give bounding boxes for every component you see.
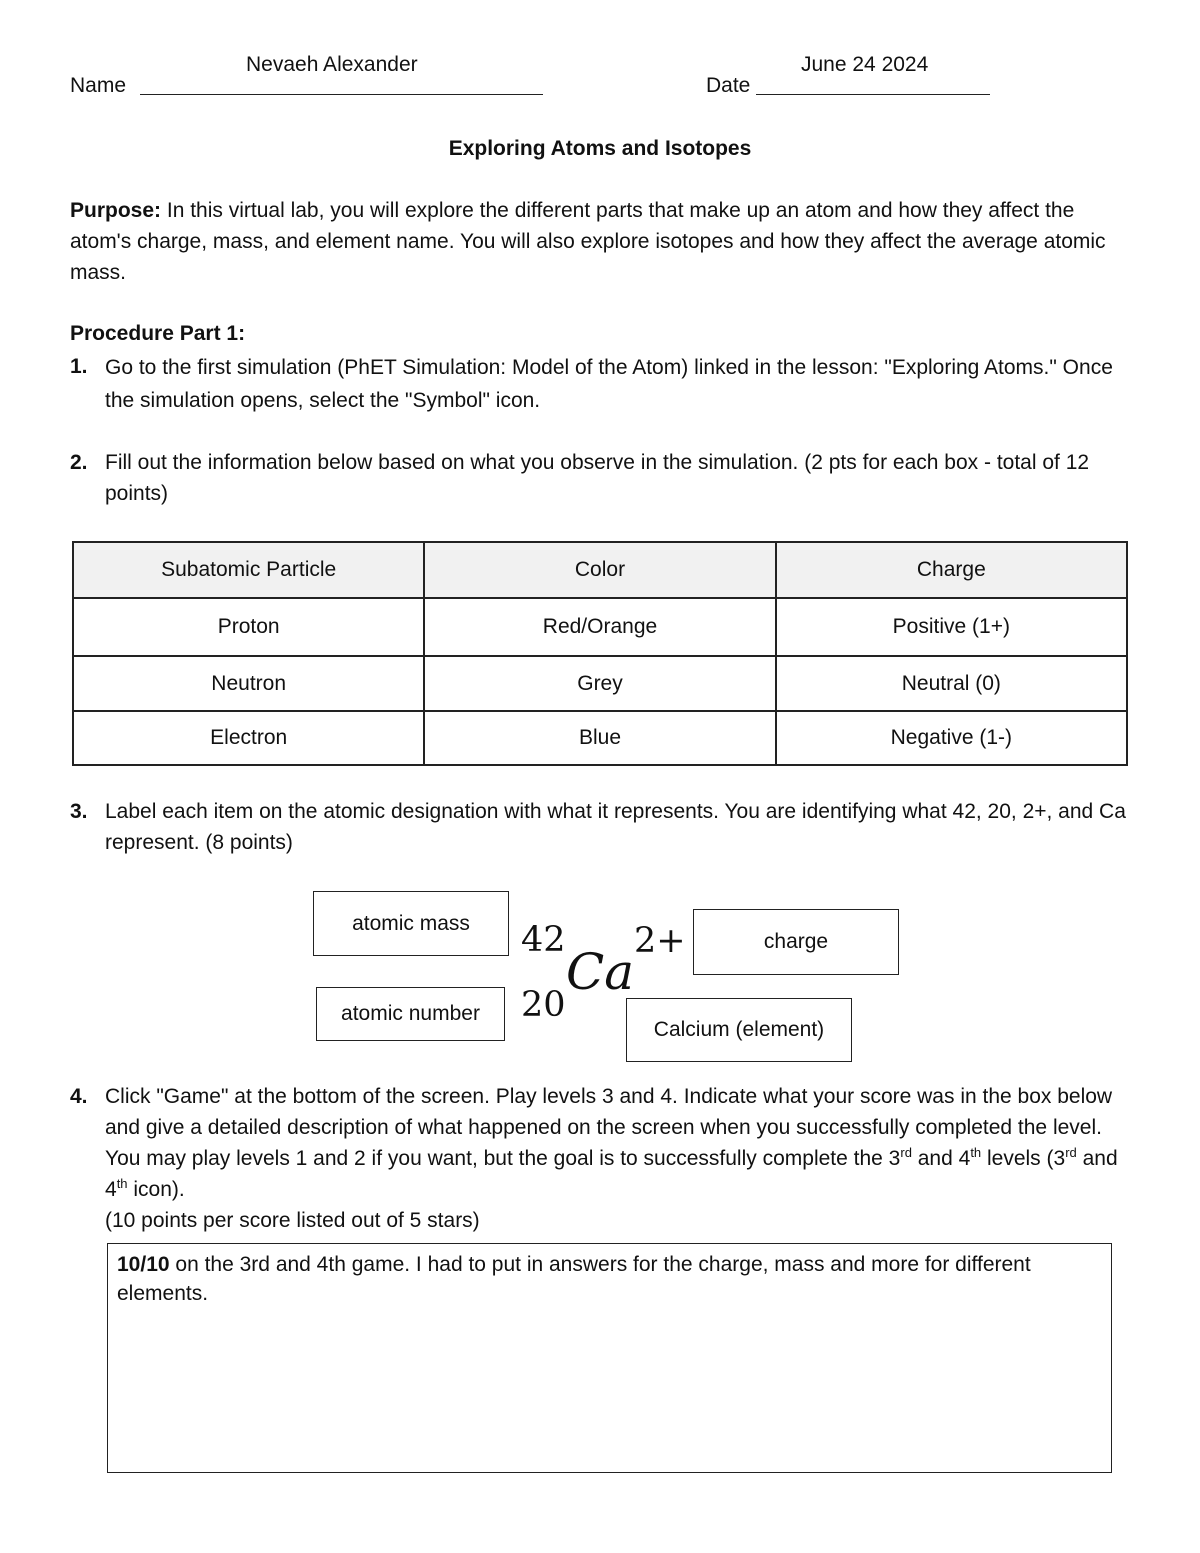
row-proton-particle: Proton bbox=[73, 598, 424, 656]
purpose-text: In this virtual lab, you will explore the different parts that make up an atom and how they affect the atom's charge, mass, and element name. You will also explore isotopes and how they affect the average atomic mass. bbox=[70, 199, 1106, 284]
step-1-before: Go to the first simulation bbox=[105, 356, 332, 379]
purpose-label: Purpose: bbox=[70, 199, 162, 222]
row-electron-charge[interactable]: Negative (1-) bbox=[776, 711, 1127, 765]
step-4-text bbox=[105, 1081, 1135, 1236]
atomic-mass-label-box[interactable]: atomic mass bbox=[313, 891, 509, 956]
table-row bbox=[73, 656, 1127, 711]
step-2-number: 2. bbox=[70, 451, 88, 474]
row-proton-charge[interactable]: Positive (1+) bbox=[776, 598, 1127, 656]
game-answer-box[interactable] bbox=[107, 1243, 1112, 1473]
ion-charge: 2+ bbox=[634, 921, 686, 961]
atomic-number-label-box[interactable]: atomic number bbox=[316, 987, 505, 1041]
step-4-text-c: levels (3 bbox=[981, 1147, 1066, 1170]
header-color: Color bbox=[424, 542, 775, 598]
answer-score: 10/10 bbox=[117, 1253, 170, 1276]
step-4-sup-3: rd bbox=[1065, 1145, 1077, 1160]
date-value[interactable]: June 24 2024 bbox=[801, 53, 929, 76]
purpose-paragraph bbox=[70, 195, 1130, 288]
name-label: Name bbox=[70, 74, 127, 97]
charge-label-box[interactable]: charge bbox=[693, 909, 899, 975]
date-label: Date bbox=[706, 74, 751, 97]
phet-simulation-link[interactable]: (PhET Simulation: Model of the Atom) bbox=[337, 356, 689, 379]
element-label-box[interactable]: Calcium (element) bbox=[626, 998, 852, 1062]
row-neutron-color[interactable]: Grey bbox=[424, 656, 775, 711]
step-4-sup-2: th bbox=[970, 1145, 982, 1160]
step-3-text: Label each item on the atomic designation with what it represents. You are identifying what 42, 20, 2+, and Ca represent. (8 points) bbox=[105, 800, 1126, 854]
page-title: Exploring Atoms and Isotopes bbox=[448, 137, 752, 160]
step-4-sup-1: rd bbox=[900, 1145, 912, 1160]
atomic-number: 20 bbox=[521, 985, 566, 1025]
row-electron-particle: Electron bbox=[73, 711, 424, 765]
step-4-sup-4: th bbox=[116, 1176, 128, 1191]
step-4-text-b: and 4 bbox=[911, 1147, 971, 1170]
answer-text: on the 3rd and 4th game. I had to put in answers for the charge, mass and more for different elements. bbox=[117, 1253, 1031, 1305]
row-electron-color[interactable]: Blue bbox=[424, 711, 775, 765]
step-4-text-e: icon). bbox=[127, 1178, 185, 1201]
name-underline bbox=[140, 94, 543, 95]
step-4-number: 4. bbox=[70, 1085, 88, 1108]
subatomic-particle-table bbox=[72, 541, 1128, 766]
row-neutron-particle: Neutron bbox=[73, 656, 424, 711]
step-3-number: 3. bbox=[70, 800, 88, 823]
step-1-text bbox=[105, 351, 1135, 417]
table-row bbox=[73, 598, 1127, 656]
step-2-text: Fill out the information below based on what you observe in the simulation. (2 pts for each box - total of 12 points) bbox=[105, 451, 1090, 505]
name-value[interactable]: Nevaeh Alexander bbox=[246, 53, 418, 76]
header-particle: Subatomic Particle bbox=[73, 542, 424, 598]
step-1-number: 1. bbox=[70, 355, 88, 378]
table-header-row bbox=[73, 542, 1127, 598]
step-4-points-note: (10 points per score listed out of 5 stars) bbox=[105, 1209, 480, 1232]
mass-number: 42 bbox=[521, 920, 566, 960]
step-4-text-d: and 4 bbox=[105, 1147, 1118, 1201]
step-4-text-a: Click "Game" at the bottom of the screen. Play levels 3 and 4. Indicate what your score was in the box below and give a detailed description of what happened on the screen when you successfully completed the level. You may play levels 1 and 2 if you want, but the goal is to successfully complete the 3 bbox=[105, 1085, 1113, 1170]
header-charge: Charge bbox=[776, 542, 1127, 598]
row-proton-color[interactable]: Red/Orange bbox=[424, 598, 775, 656]
procedure-title: Procedure Part 1: bbox=[70, 322, 246, 345]
step-1-after: linked in the lesson: "Exploring Atoms." Once the simulation opens, select the "Symbol" icon. bbox=[105, 356, 1113, 412]
date-underline bbox=[756, 94, 990, 95]
row-neutron-charge[interactable]: Neutral (0) bbox=[776, 656, 1127, 711]
element-symbol: Ca bbox=[566, 943, 635, 1001]
table-row bbox=[73, 711, 1127, 765]
